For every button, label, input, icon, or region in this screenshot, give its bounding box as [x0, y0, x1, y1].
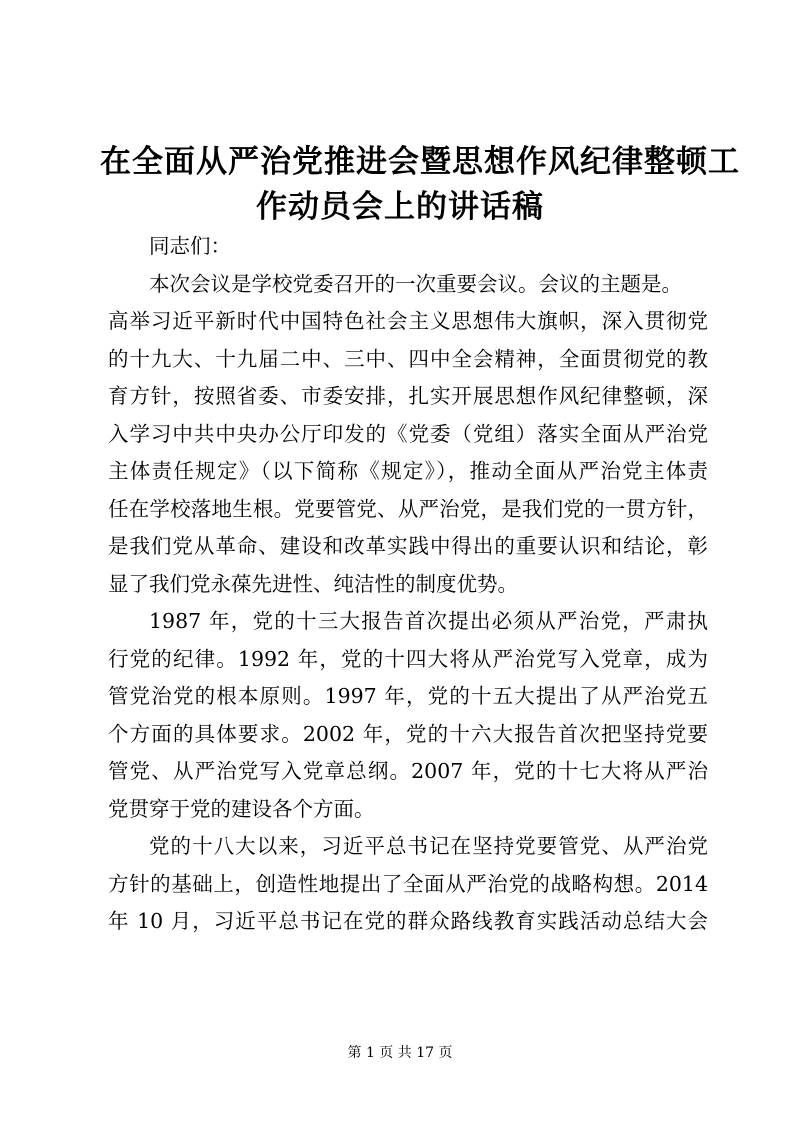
- text-line: 1987 年，党的十三大报告首次提出必须从严治党，严肃执: [149, 609, 708, 633]
- text-line: 入学习中共中央办公厅印发的《党委（党组）落实全面从严治党: [108, 421, 708, 446]
- text-line: 育方针，按照省委、市委安排，扎实开展思想作风纪律整顿，深: [108, 384, 708, 408]
- text-line: 管党、从严治党写入党章总纲。2007 年，党的十七大将从严治: [108, 759, 708, 783]
- text-line: 党贯穿于党的建设各个方面。: [108, 796, 375, 821]
- text-line: 任在学校落地生根。党要管党、从严治党，是我们党的一贯方针，: [108, 496, 708, 521]
- document-body: [108, 228, 708, 941]
- text-line: 个方面的具体要求。2002 年，党的十六大报告首次把坚持党要: [108, 721, 708, 746]
- text-line: 党的十八大以来，习近平总书记在坚持党要管党、从严治党: [149, 834, 708, 858]
- text-line: 行党的纪律。1992 年，党的十四大将从严治党写入党章，成为: [108, 646, 708, 671]
- text-line: 管党治党的根本原则。1997 年，党的十五大提出了从严治党五: [108, 684, 708, 708]
- text-line: 本次会议是学校党委召开的一次重要会议。会议的主题是。: [149, 271, 682, 296]
- text-line: 高举习近平新时代中国特色社会主义思想伟大旗帜，深入贯彻党: [108, 309, 708, 333]
- text-line: 是我们党从革命、建设和改革实践中得出的重要认识和结论，彰: [108, 534, 708, 558]
- text-line: 主体责任规定》（以下简称《规定》），推动全面从严治党主体责: [108, 459, 708, 483]
- page-footer: 第 1 页 共 17 页: [347, 1045, 453, 1061]
- text-line: 显了我们党永葆先进性、纯洁性的制度优势。: [108, 571, 518, 596]
- salutation: 同志们：: [149, 234, 231, 258]
- text-line: 的十九大、十九届二中、三中、四中全会精神，全面贯彻党的教: [108, 346, 708, 371]
- text-line: 方针的基础上，创造性地提出了全面从严治党的战略构想。2014: [108, 871, 708, 896]
- title-line-2: 作动员会上的讲话稿: [256, 189, 544, 225]
- text-line: 年 10 月，习近平总书记在党的群众路线教育实践活动总结大会: [108, 909, 708, 933]
- document-title: [100, 140, 740, 230]
- title-line-1: 在全面从严治党推进会暨思想作风纪律整顿工: [100, 144, 740, 180]
